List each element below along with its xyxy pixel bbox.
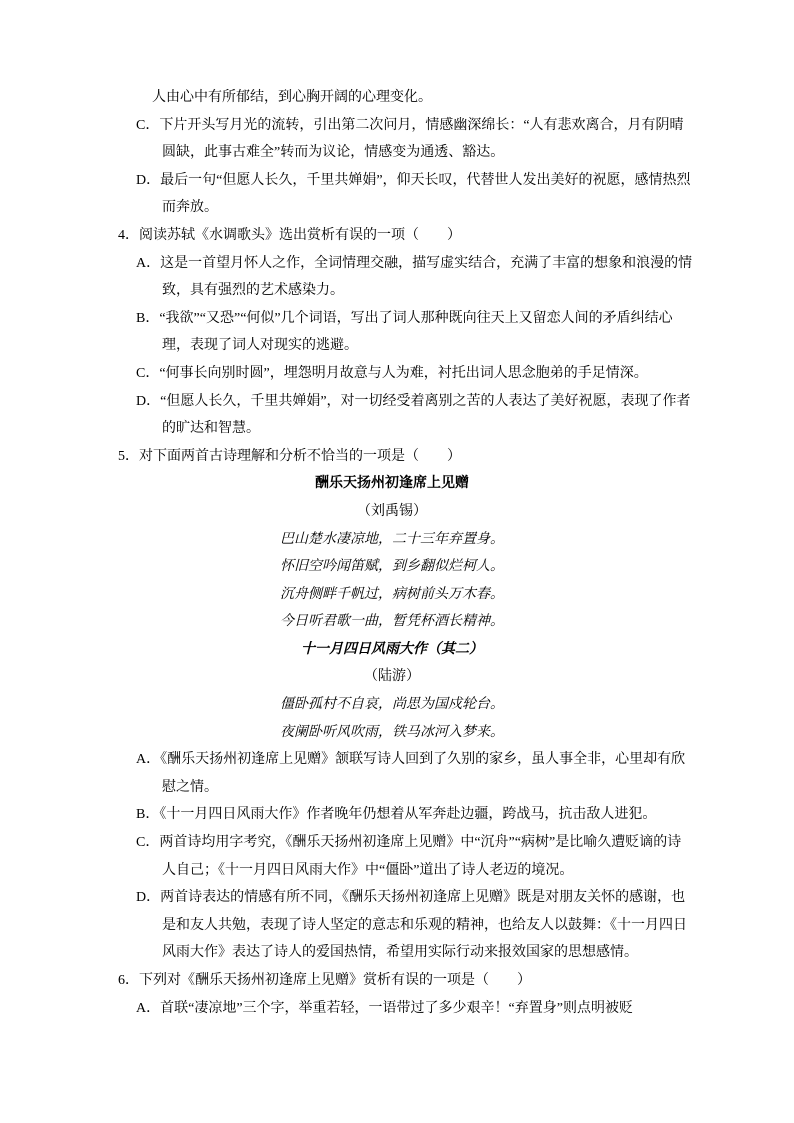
poem-2-title: 十一月四日风雨大作（其二） [301, 641, 483, 657]
question-5-option-d: D．两首诗表达的情感有所不同，《酬乐天扬州初逢席上见赠》既是对朋友关怀的感谢，也是和友人共勉，表现了诗人坚定的意志和乐观的精神，也给友人以鼓舞：《十一月四日风雨大作》表达了诗人的爱国热情，希望用实际行动来报效国家的思想感情。 [136, 890, 687, 961]
question-4-option-c: C．“何事长向别时圆”，埋怨明月故意与人为难，衬托出词人思念胞弟的手足情深。 [136, 365, 648, 381]
question-6-option-a: A．首联“凄凉地”三个字，举重若轻，一语带过了多少艰辛！“弃置身”则点明被贬 [136, 1000, 633, 1016]
question-5-option-b: B．《十一月四日风雨大作》作者晚年仍想着从军奔赴边疆，跨战马，抗击敌人进犯。 [136, 807, 657, 823]
question-6-stem: 6．下列对《酬乐天扬州初逢席上见赠》赏析有误的一项是（ ） [118, 973, 531, 988]
poem-1-line: 沉舟侧畔千帆过，病树前头万木春。 [280, 586, 504, 602]
prev-option-c: C．下片开头写月光的流转，引出第二次问月，情感幽深绵长：“人有悲欢离合，月有阴晴圆缺，此事古难全”转而为议论，情感变为通透、豁达。 [136, 117, 684, 161]
question-4-option-d: D．“但愿人长久，千里共婵娟”，对一切经受着离别之苦的人表达了美好祝愿，表现了作者的旷达和智慧。 [136, 393, 691, 437]
poem-1-line: 巴山楚水凄凉地，二十三年弃置身。 [280, 531, 504, 547]
poem-1-author: （刘禹锡） [357, 503, 427, 519]
question-4-stem: 4．阅读苏轼《水调歌头》选出赏析有误的一项（ ） [118, 227, 461, 243]
prev-option-d: D．最后一句“但愿人长久，千里共婵娟”，仰天长叹，代替世人发出美好的祝愿，感情热烈而奔放。 [136, 172, 691, 216]
poem-1-title: 酬乐天扬州初逢席上见赠 [315, 476, 469, 492]
question-4-option-a: A．这是一首望月怀人之作，全词情理交融，描写虚实结合，充满了丰富的想象和浪漫的情致，具有强烈的艺术感染力。 [136, 255, 693, 299]
poem-2-line: 僵卧孤村不自哀，尚思为国戍轮台。 [280, 697, 504, 713]
poem-2-line: 夜阑卧听风吹雨，铁马冰河入梦来。 [280, 724, 504, 740]
question-4-option-b: B．“我欲”“又恐”“何似”几个词语，写出了词人那种既向往天上又留恋人间的矛盾纠结心理，表现了词人对现实的逃避。 [136, 310, 673, 354]
poem-1-line: 今日听君歌一曲，暂凭杯酒长精神。 [280, 614, 504, 630]
question-5-option-c: C．两首诗均用字考究，《酬乐天扬州初逢席上见赠》中“沉舟”“病树”是比喻久遭贬谪的诗人自己；《十一月四日风雨大作》中“僵卧”道出了诗人老迈的境况。 [136, 835, 682, 878]
prev-option-continuation: 人由心中有所郁结，到心胸开阔的心理变化。 [152, 90, 432, 105]
poem-1-line: 怀旧空吟闻笛赋，到乡翻似烂柯人。 [280, 559, 504, 575]
poem-2-author: （陆游） [364, 669, 420, 685]
question-5-option-a: A．《酬乐天扬州初逢席上见赠》颔联写诗人回到了久别的家乡，虽人事全非，心里却有欣慰之情。 [136, 752, 686, 795]
question-5-stem: 5．对下面两首古诗理解和分析不恰当的一项是（ ） [118, 448, 461, 464]
